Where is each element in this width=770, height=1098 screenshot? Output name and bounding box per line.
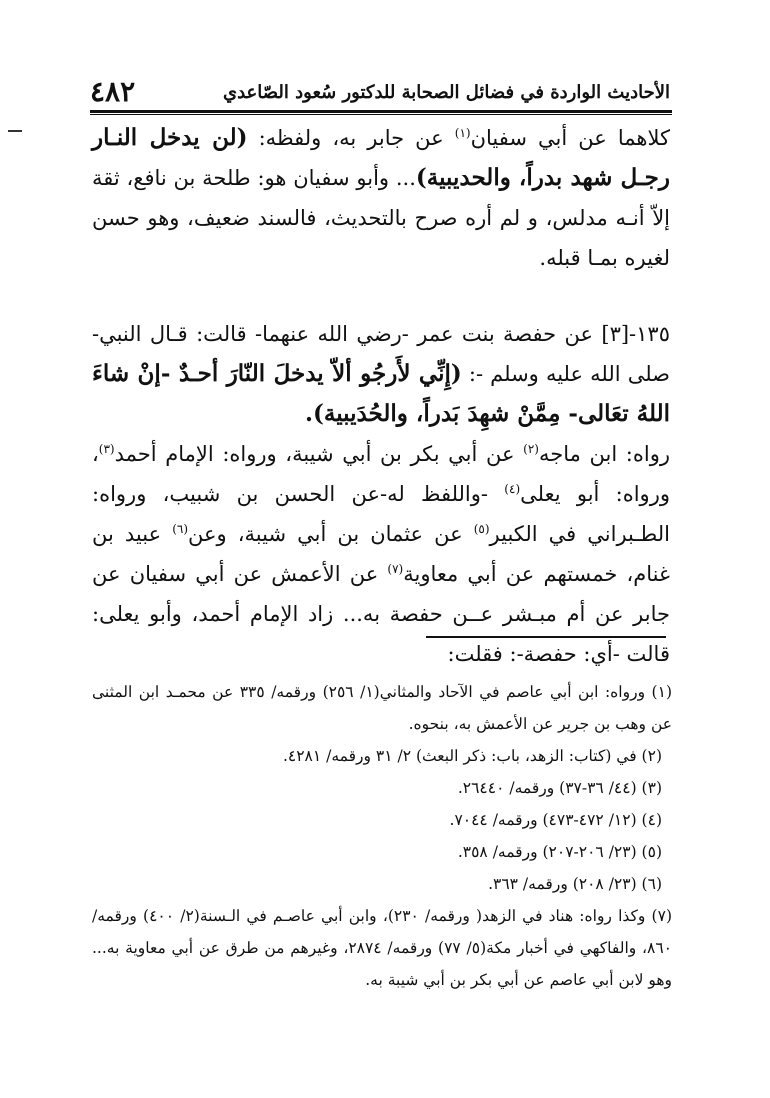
footnote-ref: (١) [454, 126, 471, 140]
text: عن أبي بكر بن أبي شيبة، ورواه: الإمام أحمد [114, 442, 524, 466]
footnote-3: (٣) (٤٤/ ٣٦-٣٧) ورقمه/ ٢٦٤٤٠. [457, 779, 662, 797]
footnote-rule [426, 636, 666, 638]
text: كلاهما عن أبي سفيان [470, 126, 671, 150]
footnote-1: (١) ورواه: ابن أبي عاصم في الآحاد والمثاني(١/ ٢٥٦) ورقمه/ ٣٣٥ عن محمـد ابن المثنى عن وهب بن جرير عن الأعمش به، بنحوه. [92, 683, 672, 733]
paragraph-3 [92, 434, 670, 674]
hadith-text: (إِنِّي لأَرجُو ألاّ يدخلَ النّارَ أحـدٌ -إنْ شاءَ اللهُ تعَالى- مِمَّنْ شهِدَ بَدراً، والحُدَيبية). [92, 360, 670, 427]
footnote-ref: (٦) [172, 522, 189, 536]
running-title: الأحاديث الواردة في فضائل الصحابة للدكتور سُعود الصّاعدي [223, 82, 670, 103]
page-header [90, 66, 670, 106]
footnotes [92, 676, 672, 996]
footnote-6: (٦) (٢٣/ ٢٠٨) ورقمه/ ٣٦٣. [488, 875, 662, 893]
text: رواه: ابن ماجه [538, 442, 670, 466]
footnote-5: (٥) (٢٣/ ٢٠٦-٢٠٧) ورقمه/ ٣٥٨. [457, 843, 662, 861]
footnote-ref: (٣) [98, 442, 115, 456]
text: عن عثمان بن أبي شيبة، وعن [188, 522, 474, 546]
hadith-text: (لن يدخل النـار رجـل شهد بدراً، والحديبية) [92, 124, 671, 191]
page-number: ٤٨٢ [90, 75, 136, 108]
main-text [92, 118, 670, 674]
text: -واللفظ له-عن الحسن بن شبيب، ورواه: الطـبراني في الكبير [92, 482, 671, 546]
footnote-2: (٢) في (كتاب: الزهد، باب: ذكر البعث) ٢/ ٣١ ورقمه/ ٤٢٨١. [282, 747, 662, 765]
footnote-4: (٤) (١٢/ ٤٧٢-٤٧٣) ورقمه/ ٧٠٤٤. [449, 811, 662, 829]
footnote-7: (٧) وكذا رواه: هناد في الزهد( ورقمه/ ٢٣٠)، وابن أبي عاصـم في الـسنة(٢/ ٤٠٠) ورقمه/ ٨٦٠، والفاكهي في أخبار مكة(٥/ ٧٧) ورقمه/ ٢٨٧٤، وغيرهم من طرق عن أبي معاوية به... وهو لابن أبي عاصم عن أبي بكر بن أبي شيبة به. [92, 907, 673, 989]
footnote-ref: (٢) [523, 442, 539, 456]
paragraph-1 [92, 118, 670, 278]
text: عبيد بن غنام، خمستهم عن أبي معاوية [92, 522, 670, 586]
paragraph-2 [92, 314, 670, 434]
footnote-ref: (٤) [504, 482, 521, 496]
margin-mark [8, 130, 22, 132]
header-rule-thin [90, 114, 672, 115]
header-rule [90, 110, 672, 113]
text: ، ورواه: أبو يعلى [92, 442, 670, 506]
text: ... وأبو سفيان هو: طلحة بن نافع، ثقة إلاّ أنـه مدلس، و لم أره صرح بالتحديث، فالسند ضعيف، وهو حسن لغيره بمـا قبله. [92, 166, 670, 270]
footnote-ref: (٧) [387, 562, 404, 576]
text: ١٣٥-[٣] عن حفصة بنت عمر -رضي الله عنهما- قالت: قـال النبي- صلى الله عليه وسلم -: [92, 322, 670, 386]
text: عن جابر به، ولفظه: [247, 126, 455, 150]
text: عن الأعمش عن أبي سفيان عن جابر عن أم مبـشر عــن حفصة به... زاد الإمام أحمد، وأبو يعلى: قالت -أي: حفصة-: فقلت: [92, 562, 670, 666]
footnote-ref: (٥) [473, 522, 490, 536]
